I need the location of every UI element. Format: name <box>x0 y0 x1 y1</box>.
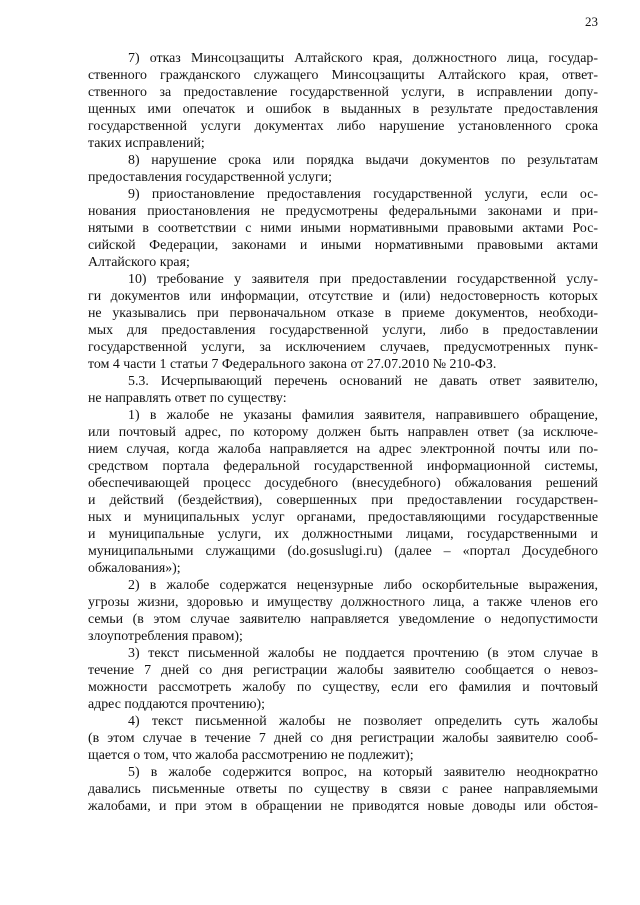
text-line: 2) в жалобе содержатся нецензурные либо оскорбительные выражения, <box>128 578 598 593</box>
text-line: ственного за предоставление государственной услуги, в исправлении допу- <box>88 85 598 100</box>
document-body <box>88 50 598 815</box>
text-line: 8) нарушение срока или порядка выдачи документов по результатам <box>128 153 598 168</box>
text-line: Алтайского края; <box>88 255 190 270</box>
text-line: нием случая, когда жалоба направляется на адрес электронной почты или по- <box>88 442 598 457</box>
text-line: 5.3. Исчерпывающий перечень оснований не давать ответ заявителю, <box>128 374 598 389</box>
text-line: и муниципальные услуги, их должностными лицами, государственными и <box>88 527 598 542</box>
text-line: ги документов или информации, отсутствие и (или) недостоверность которых <box>88 289 598 304</box>
text-line: (в этом случае в течение 7 дней со дня регистрации жалобы заявителю сооб- <box>88 731 598 746</box>
text-line: семьи (в этом случае заявителю направляется уведомление о недопустимости <box>88 612 598 627</box>
text-line: 3) текст письменной жалобы не поддается прочтению (в этом случае в <box>128 646 598 661</box>
text-line: течение 7 дней со дня регистрации жалобы заявителю сообщается о невоз- <box>88 663 598 678</box>
text-line: обеспечивающей процесс досудебного (внесудебного) обжалования решений <box>88 476 598 491</box>
text-line: угрозы жизни, здоровью и имуществу должностного лица, а также членов его <box>88 595 598 610</box>
text-line: нятыми в соответствии с ними иными нормативными правовыми актами Рос- <box>88 221 598 236</box>
text-line: ных и муниципальных услуг органами, предоставляющими государственные <box>88 510 598 525</box>
text-line: том 4 части 1 статьи 7 Федерального закона от 27.07.2010 № 210-ФЗ. <box>88 357 497 372</box>
text-line: 7) отказ Минсоцзащиты Алтайского края, должностного лица, государ- <box>128 51 598 66</box>
text-line: давались письменные ответы по существу в связи с ранее направляемыми <box>88 782 598 797</box>
text-line: щенных ими опечаток и ошибок в выданных в результате предоставления <box>88 102 598 117</box>
text-line: можности рассмотреть жалобу по существу, если его фамилия и почтовый <box>88 680 598 695</box>
text-line: таких исправлений; <box>88 136 205 151</box>
text-line: щается о том, что жалоба рассмотрению не подлежит); <box>88 748 414 763</box>
text-line: муниципальными служащими (do.gosuslugi.ru) (далее – «портал Досудебного <box>88 544 598 559</box>
text-line: предоставления государственной услуги; <box>88 170 332 185</box>
text-line: ственного гражданского служащего Минсоцзащиты Алтайского края, ответ- <box>88 68 598 83</box>
text-line: мых для предоставления государственной услуги, либо в предоставлении <box>88 323 598 338</box>
text-line: жалобами, и при этом в обращении не приводятся новые доводы или обстоя- <box>88 799 598 814</box>
text-line: обжалования»); <box>88 561 181 576</box>
text-line: 10) требование у заявителя при предоставлении государственной услу- <box>128 272 598 287</box>
text-line: 4) текст письменной жалобы не позволяет определить суть жалобы <box>128 714 598 729</box>
text-line: или почтовый адрес, по которому должен быть направлен ответ (за исключе- <box>88 425 598 440</box>
text-line: средством портала федеральной государственной информационной системы, <box>88 459 598 474</box>
text-line: и действий (бездействия), совершенных при предоставлении государствен- <box>88 493 598 508</box>
text-line: не направлять ответ по существу: <box>88 391 287 406</box>
page-number: 23 <box>585 14 598 29</box>
text-line: 5) в жалобе содержится вопрос, на который заявителю неоднократно <box>128 765 598 780</box>
text-line: нования приостановления не предусмотрены федеральными законами и при- <box>88 204 598 219</box>
text-line: злоупотребления правом); <box>88 629 243 644</box>
text-line: не указывались при первоначальном отказе в приеме документов, необходи- <box>88 306 598 321</box>
text-line: 9) приостановление предоставления государственной услуги, если ос- <box>128 187 598 202</box>
text-line: государственной услуги, за исключением случаев, предусмотренных пунк- <box>88 340 598 355</box>
text-line: адрес поддаются прочтению); <box>88 697 265 712</box>
text-line: 1) в жалобе не указаны фамилия заявителя, направившего обращение, <box>128 408 598 423</box>
text-line: сийской Федерации, законами и иными нормативными правовыми актами <box>88 238 598 253</box>
text-line: государственной услуги документах либо нарушение установленного срока <box>88 119 598 134</box>
